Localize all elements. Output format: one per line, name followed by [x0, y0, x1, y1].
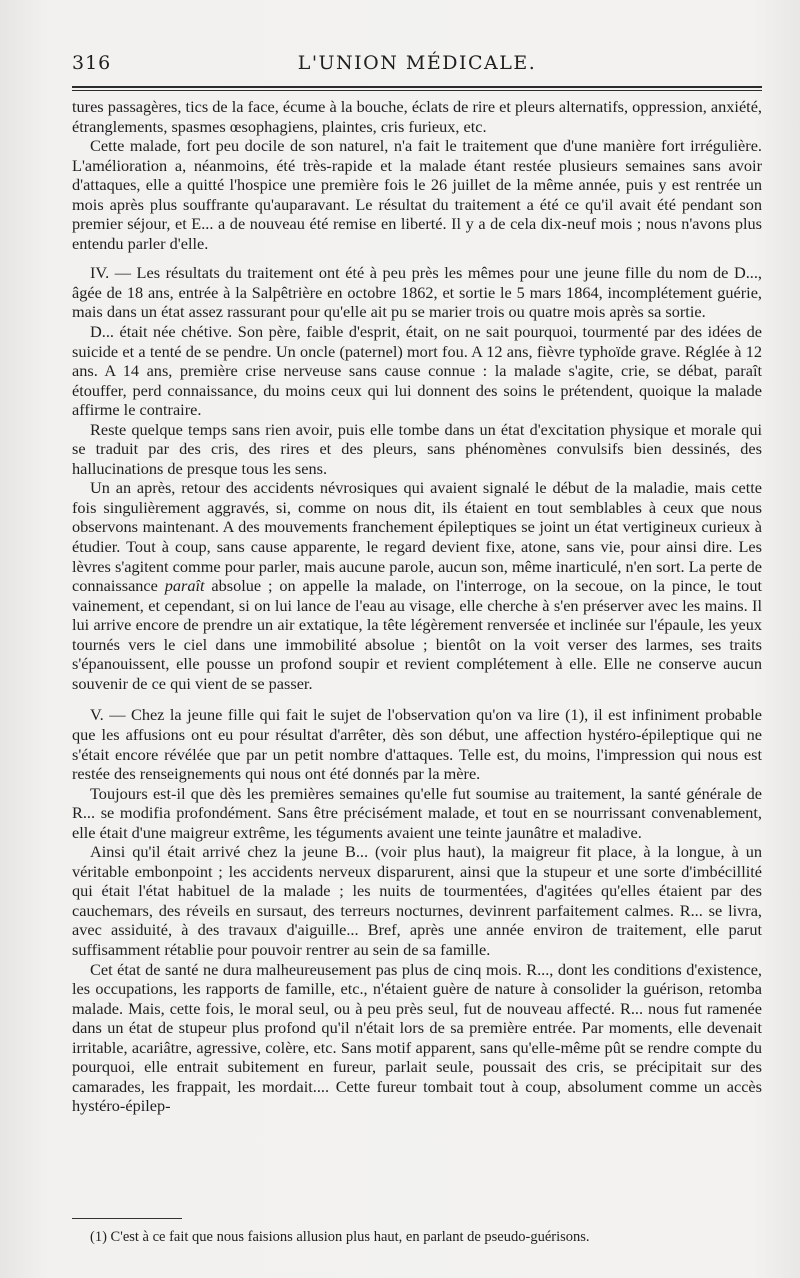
paragraph: Reste quelque temps sans rien avoir, puis elle tombe dans un état d'excitation physique et morale qui se traduit par des cris, des rires et des pleurs, sans phénomènes convulsifs bien dessinés, des hallucinations de presque tous les sens.: [72, 419, 762, 478]
paragraph-section-iv: IV. — Les résultats du traitement ont été à peu près les mêmes pour une jeune fille du nom de D..., âgée de 18 ans, entrée à la Salpêtrière en octobre 1862, et sortie le 5 mars 1864, incomplétement guérie, mais dans un état assez rassurant pour qu'elle ait pu se marier trois ou quatre mois après sa sortie.: [72, 263, 762, 322]
running-title: L'UNION MÉDICALE.: [297, 52, 537, 74]
footnote-rule: [72, 1218, 182, 1219]
paragraph: Ainsi qu'il était arrivé chez la jeune B... (voir plus haut), la maigreur fit place, à la longue, à un véritable embonpoint ; les accidents nerveux disparurent, ainsi que la stupeur et une sorte d'imbécillité qui était l'état habituel de la malade ; les nuits de tourmentées, d'agitées qu'elles étaient par des cauchemars, des réveils en sursaut, des terreurs nocturnes, devinrent parfaitement calmes. R... se livra, avec assiduité, à des travaux d'aiguille... Bref, après une année environ de traitement, elle parut suffisamment rétablie pour pouvoir rentrer au sein de sa famille.: [72, 842, 762, 959]
footnote: (1) C'est à ce fait que nous faisions allusion plus haut, en parlant de pseudo-guérisons.: [90, 1229, 590, 1245]
paragraph-section-v: V. — Chez la jeune fille qui fait le sujet de l'observation qu'on va lire (1), il est infiniment probable que les affusions ont eu pour résultat d'arrêter, dès son début, une affection hystéro-épileptique qui ne s'était encore révélée que par un petit nombre d'attaques. Telle est, du moins, l'impression qui nous est restée des renseignements qui nous ont été donnés par la mère.: [72, 705, 762, 784]
paragraph: [72, 478, 762, 693]
emphasis: paraît: [164, 576, 205, 596]
header-rule: [72, 86, 762, 91]
paragraph: Cet état de santé ne dura malheureusement pas plus de cinq mois. R..., dont les conditions d'existence, les occupations, les rapports de famille, etc., n'étaient guère de nature à consolider la guérison, retomba malade. Mais, cette fois, le moral seul, ou à peu près seul, fut de nouveau affecté. R... nous fut ramenée dans un état de stupeur plus profond qu'il n'était lors de sa première entrée. Par moments, elle devenait irritable, acariâtre, agressive, colère, etc. Sans motif apparent, sans qu'elle-même pût se rendre compte du pourquoi, elle entrait subitement en fureur, parlait seule, poussait des cris, se précipitait sur des camarades, les frappait, les mordait.... Cette fureur tombait tout à coup, absolument comme un accès hystéro-épilep-: [72, 959, 762, 1116]
page-header: [72, 52, 762, 86]
paragraph: tures passagères, tics de la face, écume à la bouche, éclats de rire et pleurs alternatifs, oppression, anxiété, étranglements, spasmes œsophagiens, plaintes, cris furieux, etc.: [72, 97, 762, 136]
paragraph: Toujours est-il que dès les premières semaines qu'elle fut soumise au traitement, la santé générale de R... se modifia profondément. Sans être précisément malade, et tout en se nourrissant convenablement, elle était d'une maigreur extrême, les téguments avaient une teinte jaunâtre et maladive.: [72, 783, 762, 842]
text-run: absolue ; on appelle la malade, on l'interroge, on la secoue, on la pince, le tout vainement, et cependant, si on lui lance de l'eau au visage, elle cherche à s'en préserver avec les mains. Il lui arrive encore de prendre un air extatique, la tête légèrement renversée et inclinée sur l'épaule, les yeux tournés vers le ciel dans une immobilité absolue ; bientôt on la voit verser des larmes, ses traits s'épanouissent, elle pousse un profond soupir et revient complétement à elle. Elle ne conserve aucun souvenir de ce qui vient de se passer.: [72, 576, 762, 693]
page-number: 316: [72, 52, 112, 74]
article-body: [72, 97, 762, 1116]
paragraph: Cette malade, fort peu docile de son naturel, n'a fait le traitement que d'une manière fort irrégulière. L'amélioration a, néanmoins, été très-rapide et la malade étant restée plusieurs semaines sans avoir d'attaques, elle a quitté l'hospice une première fois le 26 juillet de la même année, puis y est rentrée un mois après plus souffrante qu'auparavant. Le résultat du traitement a été ce qu'il avait été pendant son premier séjour, et E... a de nouveau été remise en liberté. Il y a de cela dix-neuf mois ; nous n'avons plus entendu parler d'elle.: [72, 136, 762, 253]
paragraph: D... était née chétive. Son père, faible d'esprit, était, on ne sait pourquoi, tourmenté par des idées de suicide et a tenté de se pendre. Un oncle (paternel) mort fou. A 12 ans, fièvre typhoïde grave. Réglée à 12 ans. A 14 ans, première crise nerveuse sans cause connue : la malade s'agite, crie, se débat, paraît étouffer, perd connaissance, du moins ceux qui lui donnent des soins le prétendent, quoique la malade affirme le contraire.: [72, 322, 762, 420]
text-run: Un an après, retour des accidents névrosiques qui avaient signalé le début de la maladie, mais cette fois singulièrement aggravés, si, comme on nous dit, ils étaient en tout semblables à ceux que nous observons maintenant. A des mouvements franchement épileptiques se joint un état vertigineux curieux à étudier. Tout à coup, sans cause apparente, le regard devient fixe, atone, sans vie, pour ainsi dire. Les lèvres s'agitent comme pour parler, mais aucune parole, aucun son, même inarticulé, n'en sort. La perte de connaissance: [72, 478, 762, 596]
